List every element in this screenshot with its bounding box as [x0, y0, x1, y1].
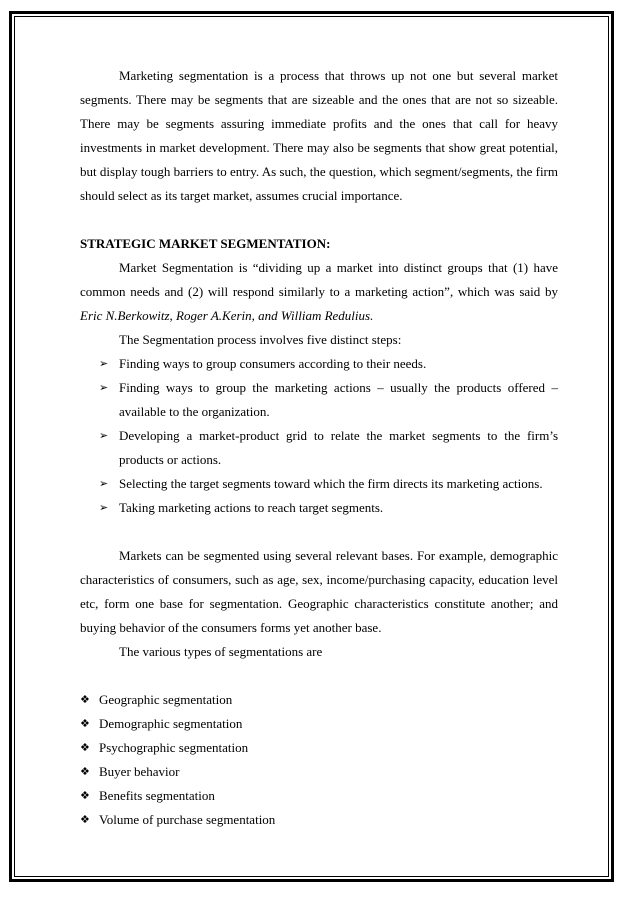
four-diamond-bullet-icon: ❖	[80, 741, 90, 754]
arrowhead-bullet-icon: ➢	[99, 429, 109, 442]
four-diamond-bullet-icon: ❖	[80, 789, 90, 802]
arrowhead-bullet-icon: ➢	[99, 477, 109, 490]
section-heading: STRATEGIC MARKET SEGMENTATION:	[80, 236, 331, 251]
types-list	[80, 688, 558, 832]
types-intro: The various types of segmentations are	[119, 644, 323, 659]
definition-text: Market Segmentation is “dividing up a market into distinct groups that (1) have common needs and (2) will respond similarly to a marketing action”, which was said by	[80, 260, 558, 299]
arrowhead-bullet-icon: ➢	[99, 357, 109, 370]
list-item: ➢ Selecting the target segments toward which the firm directs its marketing actions.	[80, 472, 558, 496]
list-item: ❖ Buyer behavior	[80, 760, 558, 784]
four-diamond-bullet-icon: ❖	[80, 693, 90, 706]
bases-paragraph: Markets can be segmented using several relevant bases. For example, demographic characteristics of consumers, such as age, sex, income/purchasing capacity, education level etc, form one base for segmentation. Geographic characteristics constitute another; and buying behavior of the consumers forms yet another base.	[80, 548, 558, 635]
arrowhead-bullet-icon: ➢	[99, 501, 109, 514]
list-item: ❖ Volume of purchase segmentation	[80, 808, 558, 832]
list-item: ❖ Psychographic segmentation	[80, 736, 558, 760]
definition-authors: Eric N.Berkowitz, Roger A.Kerin, and William Redulius.	[80, 308, 374, 323]
list-item: ➢ Finding ways to group the marketing actions – usually the products offered – available to the organization.	[80, 376, 558, 424]
list-item: ❖ Geographic segmentation	[80, 688, 558, 712]
definition-paragraph	[80, 256, 558, 328]
four-diamond-bullet-icon: ❖	[80, 813, 90, 826]
four-diamond-bullet-icon: ❖	[80, 717, 90, 730]
intro-paragraph: Marketing segmentation is a process that throws up not one but several market segments. There may be segments that are sizeable and the ones that are not so sizeable. There may be segments assuring immediate profits and the ones that call for heavy investments in market development. There may also be segments that show great potential, but display tough barriers to entry. As such, the question, which segment/segments, the firm should select as its target market, assumes crucial importance.	[80, 68, 558, 203]
arrowhead-bullet-icon: ➢	[99, 381, 109, 394]
list-item: ❖ Benefits segmentation	[80, 784, 558, 808]
list-item: ➢ Finding ways to group consumers according to their needs.	[80, 352, 558, 376]
steps-list	[80, 352, 558, 520]
list-item: ➢ Taking marketing actions to reach target segments.	[80, 496, 558, 520]
list-item: ➢ Developing a market-product grid to relate the market segments to the firm’s products or actions.	[80, 424, 558, 472]
list-item: ❖ Demographic segmentation	[80, 712, 558, 736]
steps-intro: The Segmentation process involves five distinct steps:	[119, 332, 402, 347]
four-diamond-bullet-icon: ❖	[80, 765, 90, 778]
document-body	[80, 64, 558, 832]
